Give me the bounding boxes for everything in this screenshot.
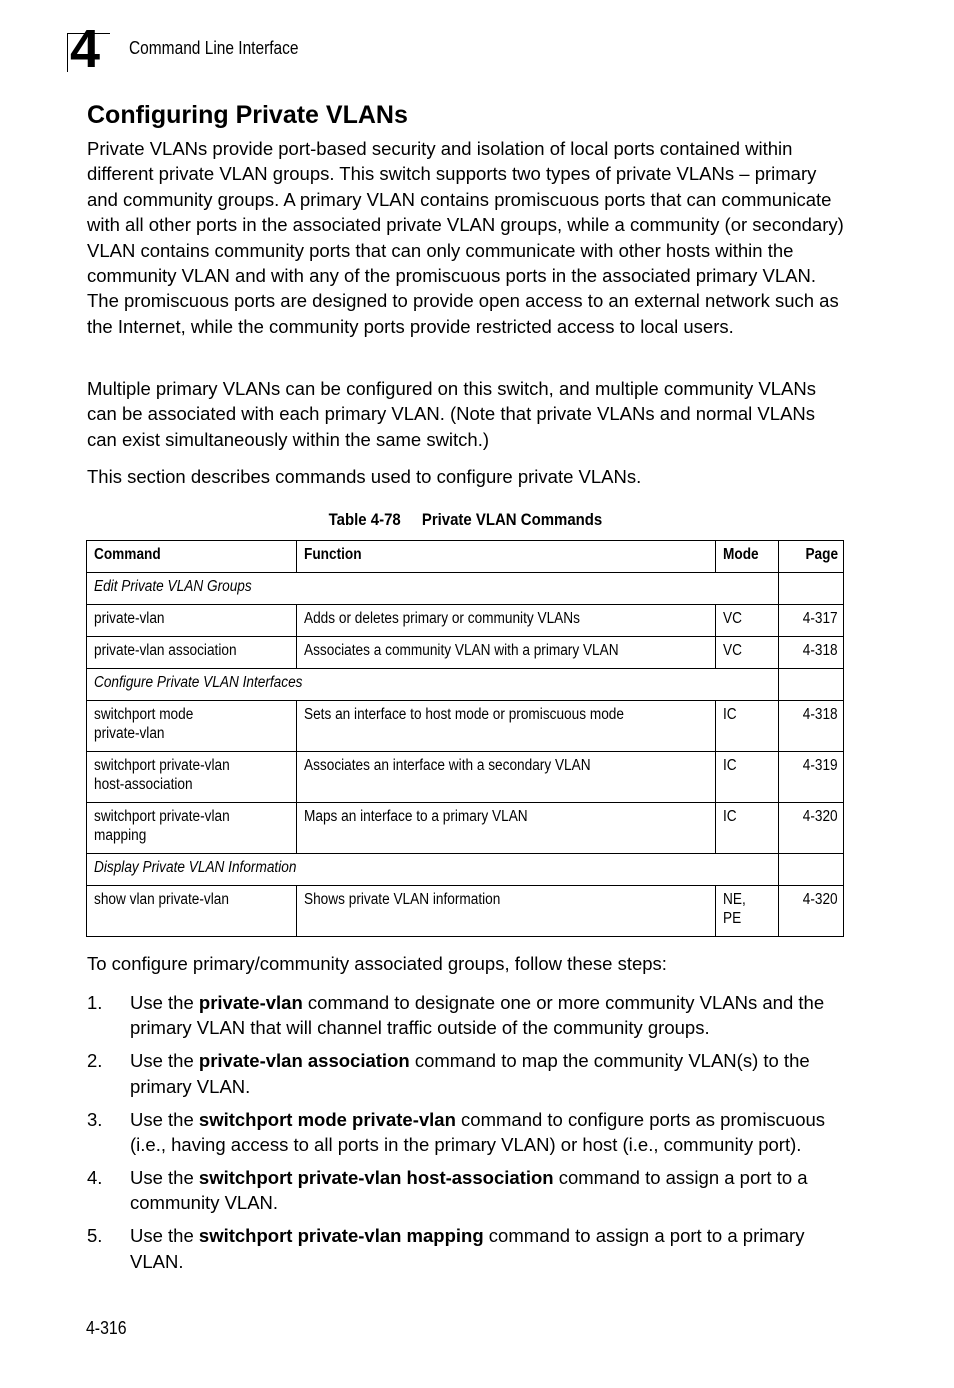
group-label: Display Private VLAN Information <box>87 854 779 886</box>
page-number: 4-316 <box>86 1318 127 1338</box>
private-vlan-commands-table <box>86 540 844 937</box>
step-number: 2. <box>87 1050 103 1072</box>
table-group-row <box>87 854 844 886</box>
group-label: Configure Private VLAN Interfaces <box>87 669 779 701</box>
command-cell: switchport private-vlan host-association <box>87 752 297 803</box>
command-name: switchport mode private-vlan <box>198 1108 456 1130</box>
table-row <box>87 752 844 803</box>
section-title: Configuring Private VLANs <box>87 101 408 129</box>
page-cell: 4-318 <box>779 701 844 752</box>
running-header-title: Command Line Interface <box>129 38 299 58</box>
mode-cell: VC <box>716 637 779 669</box>
list-item: 1. Use the private-vlan command to designate one or more community VLANs and the primary VLAN that will channel traffic outside of the community groups. <box>87 992 825 1039</box>
command-name: switchport private-vlan host-association <box>198 1166 554 1188</box>
step-number: 3. <box>87 1108 103 1130</box>
page-cell: 4-320 <box>779 803 844 854</box>
list-item: 3. Use the switchport mode private-vlan command to configure ports as promiscuous (i.e., having access to all ports in the primary VLAN) or host (i.e., community port). <box>87 1108 826 1156</box>
command-name: switchport private-vlan mapping <box>198 1225 484 1247</box>
function-cell: Maps an interface to a primary VLAN <box>297 803 716 854</box>
mode-cell: IC <box>716 701 779 752</box>
table-row <box>87 637 844 669</box>
header-function: Function <box>297 541 716 573</box>
note-paragraph: Multiple primary VLANs can be configured on this switch, and multiple community VLANs can be associated with each primary VLAN. (Note that private VLANs and normal VLANs can exist simultaneously within the same switch.) <box>87 378 817 450</box>
command-name: private-vlan <box>198 992 303 1013</box>
mode-cell: IC <box>716 752 779 803</box>
command-cell: show vlan private-vlan <box>87 886 297 937</box>
group-empty-cell <box>779 854 844 886</box>
table-row <box>87 886 844 937</box>
table-group-row <box>87 573 844 605</box>
steps-intro: To configure primary/community associated groups, follow these steps: <box>87 953 667 974</box>
command-cell: switchport mode private-vlan <box>87 701 297 752</box>
table-caption-title: Private VLAN Commands <box>421 510 602 529</box>
function-cell: Associates an interface with a secondary VLAN <box>297 752 716 803</box>
step-number: 5. <box>87 1225 103 1247</box>
command-cell: switchport private-vlan mapping <box>87 803 297 854</box>
page-cell: 4-318 <box>779 637 844 669</box>
steps-list <box>87 990 852 1282</box>
list-item: 4. Use the switchport private-vlan host-association command to assign a port to a community VLAN. <box>87 1166 808 1214</box>
group-empty-cell <box>779 669 844 701</box>
command-name: private-vlan association <box>198 1050 410 1072</box>
table-row <box>87 605 844 637</box>
list-item: 2. Use the private-vlan association command to map the community VLAN(s) to the primary VLAN. <box>87 1050 810 1097</box>
group-empty-cell <box>779 573 844 605</box>
function-cell: Sets an interface to host mode or promiscuous mode <box>297 701 716 752</box>
page-cell: 4-317 <box>779 605 844 637</box>
intro-paragraph: Private VLANs provide port-based security and isolation of local ports contained within different private VLAN groups. This switch supports two types of private VLANs – primary and community groups. A primary VLAN contains promiscuous ports that can communicate with all other ports in the associated private VLAN groups, while a community (or secondary) VLAN contains community ports that can only communicate with other hosts within the community VLAN and with any of the promiscuous ports in the associated primary VLAN. The promiscuous ports are designed to provide open access to an external network such as the Internet, while the community ports provide restricted access to local users. <box>87 138 844 337</box>
step-number: 1. <box>87 992 103 1013</box>
function-cell: Adds or deletes primary or community VLANs <box>297 605 716 637</box>
list-item: 5. Use the switchport private-vlan mapping command to assign a port to a primary VLAN. <box>87 1225 805 1272</box>
header-command: Command <box>87 541 297 573</box>
table-header-row <box>87 541 844 573</box>
mode-cell: NE, PE <box>716 886 779 937</box>
mode-cell: IC <box>716 803 779 854</box>
page-cell: 4-320 <box>779 886 844 937</box>
description-paragraph: This section describes commands used to configure private VLANs. <box>87 466 642 487</box>
mode-cell: VC <box>716 605 779 637</box>
chapter-number: 4 <box>70 19 99 79</box>
header-page: Page <box>779 541 844 573</box>
table-group-row <box>87 669 844 701</box>
table-row <box>87 803 844 854</box>
table-caption-number: Table 4-78 <box>328 510 401 529</box>
group-label: Edit Private VLAN Groups <box>87 573 779 605</box>
command-cell: private-vlan <box>87 605 297 637</box>
command-cell: private-vlan association <box>87 637 297 669</box>
function-cell: Shows private VLAN information <box>297 886 716 937</box>
table-row <box>87 701 844 752</box>
header-mode: Mode <box>716 541 779 573</box>
step-number: 4. <box>87 1166 103 1188</box>
function-cell: Associates a community VLAN with a primary VLAN <box>297 637 716 669</box>
table-caption <box>0 510 930 530</box>
page-cell: 4-319 <box>779 752 844 803</box>
